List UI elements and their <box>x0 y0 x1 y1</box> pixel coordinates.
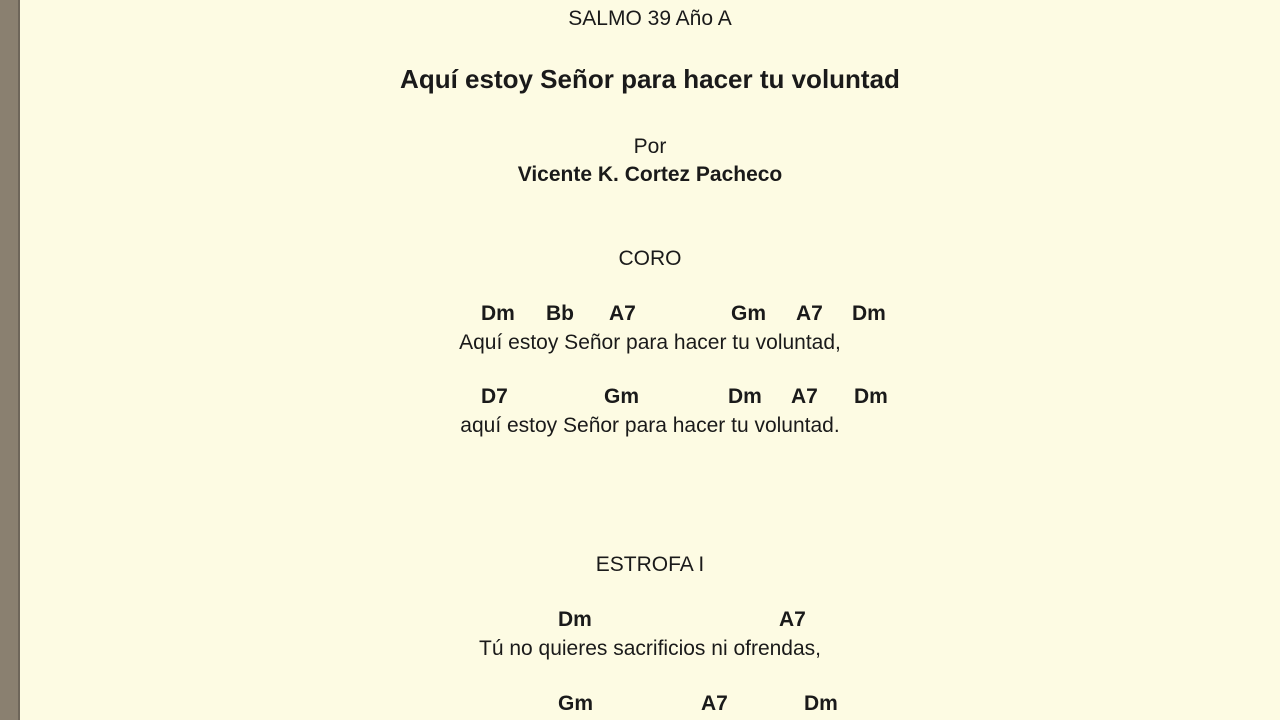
chord: A7 <box>609 302 636 325</box>
window-left-edge <box>0 0 20 720</box>
estrofa1-heading: ESTROFA I <box>595 553 705 576</box>
author-name: Vicente K. Cortez Pacheco <box>517 163 783 186</box>
chord: A7 <box>796 302 823 325</box>
chord: Dm <box>854 385 888 408</box>
psalm-subtitle: SALMO 39 Año A <box>568 7 732 30</box>
coro-line2-lyric: aquí estoy Señor para hacer tu voluntad. <box>460 414 840 437</box>
chord: A7 <box>779 608 806 631</box>
song-sheet-page <box>20 0 1280 720</box>
chord: Gm <box>604 385 640 408</box>
song-title: Aquí estoy Señor para hacer tu voluntad <box>400 64 900 94</box>
chord: Dm <box>852 302 886 325</box>
chord: Dm <box>558 608 592 631</box>
by-label: Por <box>633 135 667 158</box>
chord: Gm <box>558 692 594 715</box>
chord: A7 <box>791 385 818 408</box>
coro-line1-lyric: Aquí estoy Señor para hacer tu voluntad, <box>459 331 841 354</box>
chord: Gm <box>731 302 767 325</box>
chord: Dm <box>728 385 762 408</box>
chord: Dm <box>804 692 838 715</box>
chord: A7 <box>701 692 728 715</box>
chord: Dm <box>481 302 515 325</box>
estrofa1-line1-lyric: Tú no quieres sacrificios ni ofrendas, <box>479 637 821 660</box>
chord: D7 <box>481 385 508 408</box>
chord: Bb <box>546 302 574 325</box>
coro-heading: CORO <box>618 247 682 270</box>
